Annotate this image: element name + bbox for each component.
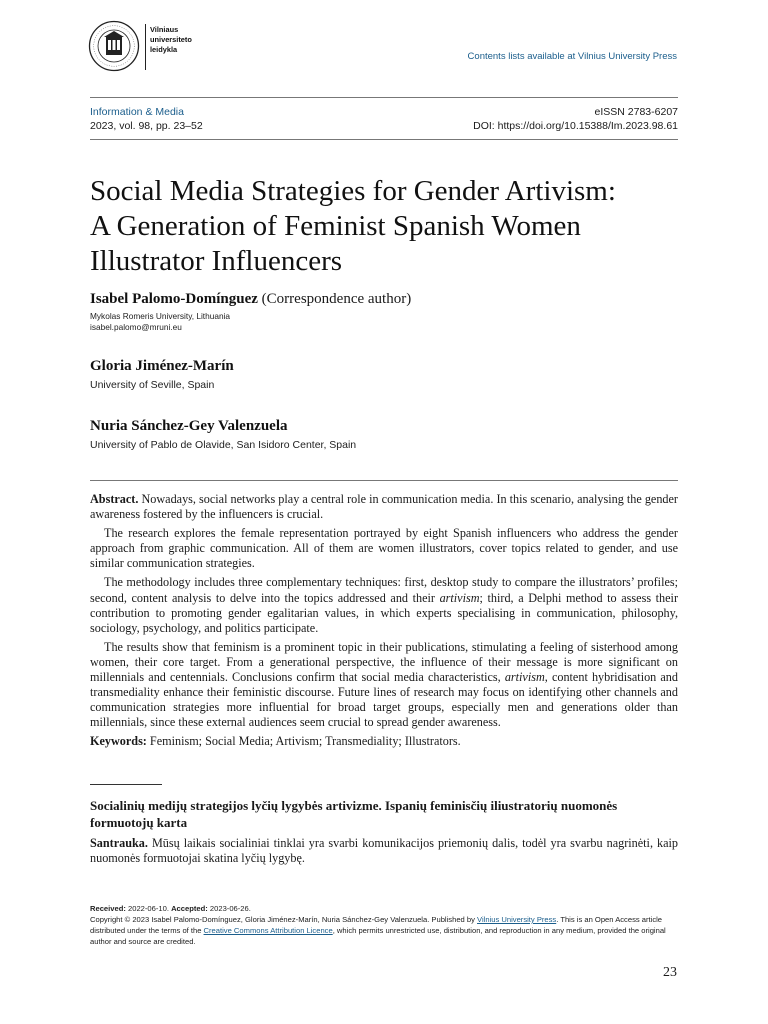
author-email[interactable]: isabel.palomo@mruni.eu xyxy=(90,322,182,332)
abstract-text: ; third, a Delphi method to assess their contribution to promoting gender egalitarian values, in which experts specialising in communication, philosophy, sociology, psychology, and politics participate. xyxy=(90,590,679,635)
accepted-label: Accepted: xyxy=(171,904,208,913)
article-title xyxy=(90,174,690,279)
publisher-line: Vilniaus xyxy=(150,25,179,34)
author-affiliation: Mykolas Romeris University, Lithuania xyxy=(90,311,231,321)
summary-text: Mūsų laikais socialiniai tinklai yra svarbi komunikacijos priemonių dalis, todėl yra svarbu nagrinėti, kaip nuomonės formuotojai skatina lyčių lygybę. xyxy=(90,836,678,866)
publisher-line: universiteto xyxy=(150,35,192,44)
university-seal-icon xyxy=(88,20,140,72)
contents-prefix: Contents lists available at xyxy=(467,51,578,62)
abstract-label: Abstract. xyxy=(90,492,139,506)
lithuanian-title: Socialinių medijų strategijos lyčių lygybės artivizme. Ispanių feminisčių iliustratorių nuomonės formuotojų karta xyxy=(90,798,618,830)
abstract-paragraph xyxy=(90,575,678,635)
title-line: Social Media Strategies for Gender Artivism: xyxy=(90,175,616,207)
journal-doi[interactable]: DOI: https://doi.org/10.15388/Im.2023.98.61 xyxy=(473,120,678,132)
header-rule-bottom xyxy=(90,139,678,140)
author-role: (Correspondence author) xyxy=(257,291,412,307)
abstract-emphasis: artivism xyxy=(439,590,480,605)
publisher-line: leidykla xyxy=(150,45,178,54)
licence-link[interactable]: Creative Commons Attribution Licence xyxy=(203,926,333,935)
summary-label: Santrauka. xyxy=(90,836,148,850)
author-1 xyxy=(90,290,411,333)
abstract-paragraph xyxy=(90,492,678,522)
publisher-logo xyxy=(88,20,208,76)
publisher-name xyxy=(150,25,192,55)
author-name: Gloria Jiménez-Marín xyxy=(90,358,234,374)
copyright-text: . This is an Open Access article distributed under the terms of the xyxy=(90,915,663,935)
accepted-date: 2023-06-26. xyxy=(207,904,251,913)
contents-availability xyxy=(468,51,677,62)
keywords xyxy=(90,734,678,749)
section-divider xyxy=(90,784,162,785)
lithuanian-summary xyxy=(90,836,678,866)
abstract-text: , content hybridisation and transmediality enhance their feministic discourse. Future lines of research may focus on identifying other channels and communication strategies more influential for broad target groups, especially men and generations older than millennials, since these external audiences seem crucial to spread gender awareness. xyxy=(90,670,678,730)
journal-volume: 2023, vol. 98, pp. 23–52 xyxy=(90,120,203,132)
journal-eissn: eISSN 2783-6207 xyxy=(594,106,678,118)
footer-notice xyxy=(90,903,680,947)
page-number: 23 xyxy=(663,965,677,980)
author-name: Nuria Sánchez-Gey Valenzuela xyxy=(90,418,288,434)
abstract xyxy=(90,492,678,750)
abstract-rule xyxy=(90,480,678,481)
abstract-text: The methodology includes three complementary techniques: first, desktop study to compare the illustrators’ profiles; second, content analysis to delve into the topics addressed and their xyxy=(90,575,678,605)
title-line: Illustrator Influencers xyxy=(90,245,343,277)
title-line: A Generation of Feminist Spanish Women xyxy=(90,210,581,242)
author-affiliation: University of Seville, Spain xyxy=(90,379,215,391)
logo-separator xyxy=(145,24,146,70)
keywords-list: Feminism; Social Media; Artivism; Transmediality; Illustrators. xyxy=(146,734,461,749)
press-link[interactable]: Vilnius University Press xyxy=(477,915,557,924)
author-affiliation: University of Pablo de Olavide, San Isidoro Center, Spain xyxy=(90,439,357,451)
journal-name[interactable]: Information & Media xyxy=(90,106,184,118)
keywords-label: Keywords: xyxy=(90,734,147,749)
abstract-text: The results show that feminism is a prominent topic in their publications, stimulating a feeling of sisterhood among women, their core target. From a generational perspective, the influence of their message is more significant on millennials and centennials. Conclusions confirm that social media characteristics, xyxy=(90,639,678,685)
copyright-text: , which permits unrestricted use, distribution, and reproduction in any medium, provided the original author and source are credited. xyxy=(90,926,666,946)
copyright xyxy=(90,914,680,947)
copyright-text: Copyright © 2023 Isabel Palomo-Domínguez, Gloria Jiménez-Marín, Nuria Sánchez-Gey Valenzuela. Published by xyxy=(90,915,478,924)
abstract-text: Nowadays, social networks play a central role in communication media. In this scenario, analysing the gender awareness fostered by the influencers is crucial. xyxy=(90,492,678,522)
dates xyxy=(90,903,680,914)
abstract-paragraph xyxy=(90,640,678,731)
received-date: 2022-06-10. xyxy=(125,904,172,913)
author-3 xyxy=(90,418,356,451)
received-label: Received: xyxy=(90,904,126,913)
author-2 xyxy=(90,358,234,391)
abstract-paragraph: The research explores the female representation portrayed by eight Spanish influencers who address the gender approach from graphic communication. All of them are women illustrators, cover topics related to gender, and use similar communication strategies. xyxy=(90,526,678,571)
header-rule-top xyxy=(90,97,678,98)
press-link[interactable]: Vilnius University Press xyxy=(577,51,677,62)
author-name: Isabel Palomo-Domínguez xyxy=(90,291,258,307)
abstract-emphasis: artivism xyxy=(504,670,545,685)
